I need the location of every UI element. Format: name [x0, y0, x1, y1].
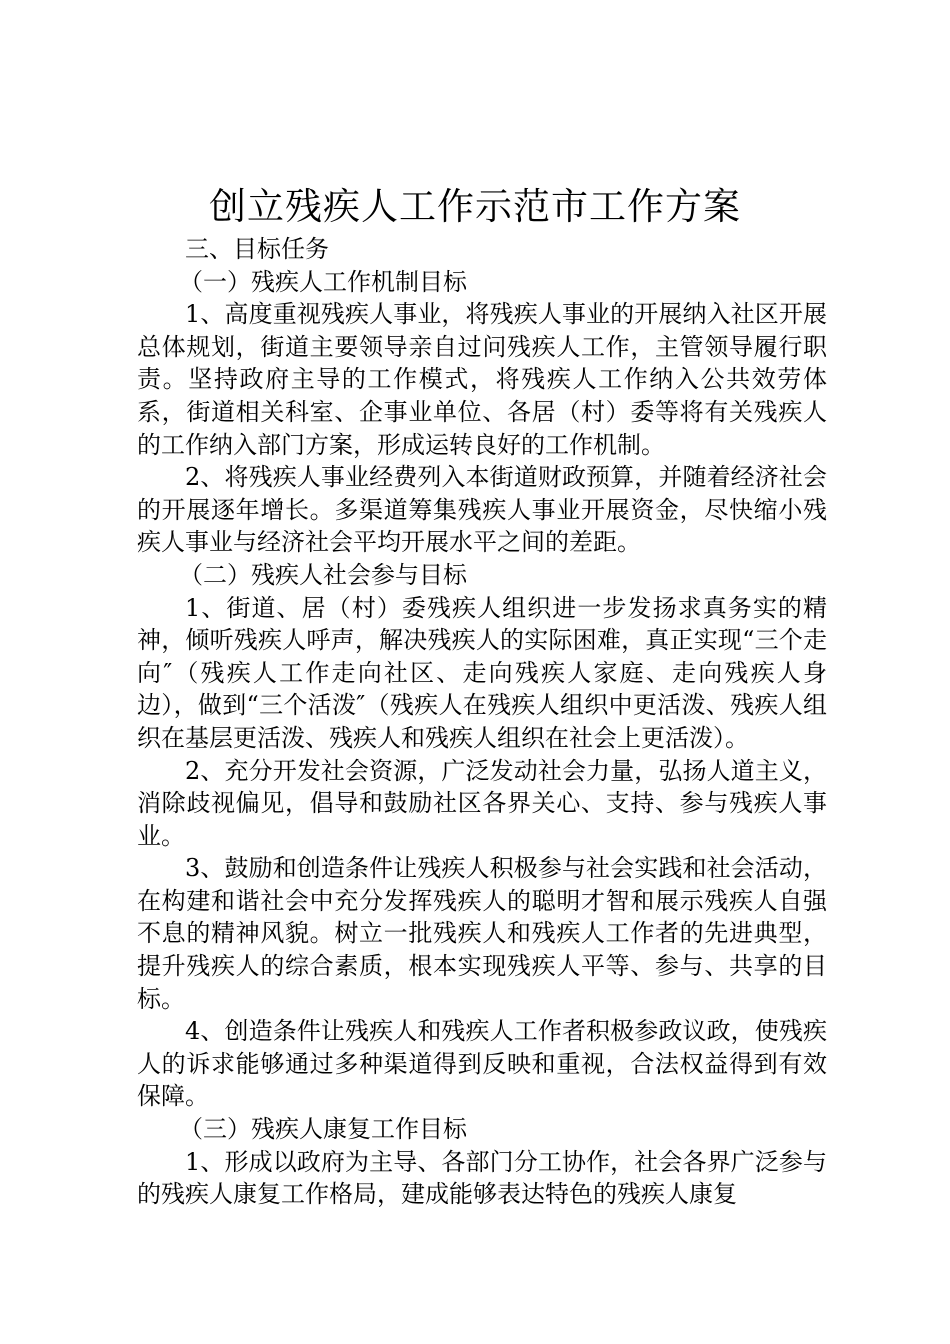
document-title: 创立残疾人工作示范市工作方案	[209, 185, 741, 228]
paragraph-mechanism-1: 1、高度重视残疾人事业，将残疾人事业的开展纳入社区开展总体规划，街道主要领导亲自过问残疾人工作，主管领导履行职责。坚持政府主导的工作模式，将残疾人工作纳入公共效劳体系，街道相关科室、企事业单位、各居（村）委等将有关残疾人的工作纳入部门方案，形成运转良好的工作机制。	[137, 300, 827, 459]
paragraph-participation-2: 2、充分开发社会资源，广泛发动社会力量，弘扬人道主义，消除歧视偏见，倡导和鼓励社区各界关心、支持、参与残疾人事业。	[137, 756, 827, 850]
paragraph-participation-1: 1、街道、居（村）委残疾人组织进一步发扬求真务实的精神，倾听残疾人呼声，解决残疾人的实际困难，真正实现“三个走向″（残疾人工作走向社区、走向残疾人家庭、走向残疾人身边），做到“三个活泼″（残疾人在残疾人组织中更活泼、残疾人组织在基层更活泼、残疾人和残疾人组织在社会上更活泼）。	[137, 593, 827, 752]
subsection-heading-mechanism: （一）残疾人工作机制目标	[179, 267, 467, 296]
section-heading-goals: 三、目标任务	[185, 235, 329, 263]
paragraph-participation-3: 3、鼓励和创造条件让残疾人积极参与社会实践和社会活动，在构建和谐社会中充分发挥残疾人的聪明才智和展示残疾人自强不息的精神风貌。树立一批残疾人和残疾人工作者的先进典型，提升残疾人的综合素质，根本实现残疾人平等、参与、共享的目标。	[137, 854, 827, 1013]
paragraph-participation-4: 4、创造条件让残疾人和残疾人工作者积极参政议政，使残疾人的诉求能够通过多种渠道得到反映和重视，合法权益得到有效保障。	[137, 1017, 827, 1111]
subsection-heading-participation: （二）残疾人社会参与目标	[179, 560, 467, 589]
paragraph-mechanism-2: 2、将残疾人事业经费列入本街道财政预算，并随着经济社会的开展逐年增长。多渠道筹集残疾人事业开展资金，尽快缩小残疾人事业与经济社会平均开展水平之间的差距。	[137, 463, 827, 557]
subsection-heading-rehabilitation: （三）残疾人康复工作目标	[179, 1115, 467, 1144]
document-body	[137, 233, 827, 1211]
paragraph-rehabilitation-1: 1、形成以政府为主导、各部门分工协作，社会各界广泛参与的残疾人康复工作格局，建成能够表达特色的残疾人康复	[137, 1147, 827, 1209]
